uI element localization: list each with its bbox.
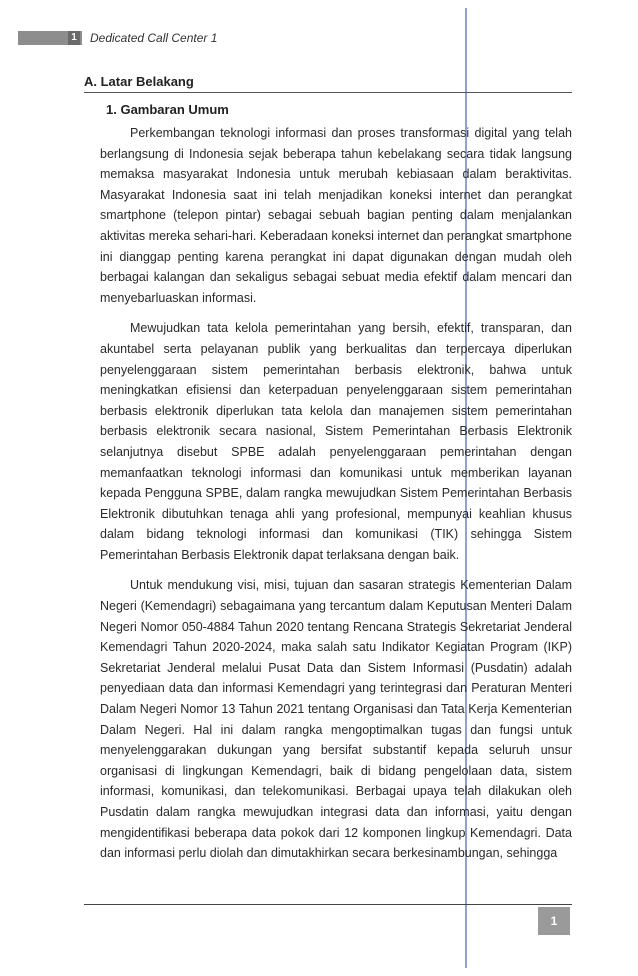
text-line: dalam bidang teknologi informasi dan komunikasi (TIK) sehingga Sistem — [100, 527, 572, 542]
footer-divider — [84, 904, 572, 905]
paragraph — [100, 318, 572, 565]
text-line: menyebarluaskan informasi. — [100, 290, 257, 305]
text-line: mengidentifikasi beberapa data pokok dari 12 komponen lingkup Kemendagri. Data — [100, 825, 572, 840]
page-header — [18, 30, 217, 46]
text-line: smartphone (telepon pintar) sebagai sebuah bagian penting dalam menjalankan — [100, 208, 572, 223]
text-line: penyediaan data dan informasi Kemendagri yang terintegrasi dan Peraturan Menteri — [100, 681, 572, 696]
text-line: kepada Pengguna SPBE, dalam rangka mewujudkan Sistem Pemerintahan Berbasis — [100, 486, 572, 501]
text-line: Dalam Negeri. Hal ini dalam rangka mengoptimalkan tugas dan fungsi untuk — [100, 722, 572, 737]
text-line: selanjutnya disebut SPBE adalah penyelenggaraan pemerintahan dengan — [100, 444, 572, 459]
text-line: memaksa masyarakat Indonesia untuk merubah kebiasaan dalam beraktivitas. — [100, 167, 572, 182]
text-line: Sekretariat Jenderal melalui Pusat Data dan Sistem Informasi (Pusdatin) adalah — [100, 660, 572, 675]
chapter-tag — [18, 31, 82, 45]
text-line: berbasis elektronik secara nasional, Sistem Pemerintahan Berbasis Elektronik — [100, 424, 572, 439]
body-text — [100, 123, 572, 864]
text-line: aktivitas mereka sehari-hari. Keberadaan koneksi internet dan perangkat smartphone — [100, 228, 572, 243]
text-line: akuntabel serta pelayanan publik yang berkualitas dan terpercaya diperlukan — [100, 341, 572, 356]
text-line: organisasi di lingkungan Kemendagri, baik di bidang pengelolaan data, sistem — [100, 763, 572, 778]
text-line: Mewujudkan tata kelola pemerintahan yang bersih, efektif, transparan, dan — [130, 321, 572, 336]
text-line: menyelenggarakan dukungan yang bersifat substantif kepada seluruh unsur — [100, 743, 572, 758]
text-line: Kemendagri Tahun 2020-2024, maka salah satu Indikator Kegiatan Program (IKP) — [100, 640, 572, 655]
paragraph — [100, 575, 572, 863]
text-line: berlangsung di Indonesia sejak beberapa tahun kebelakang secara tidak langsung — [100, 146, 572, 161]
text-line: Untuk mendukung visi, misi, tujuan dan sasaran strategis Kementerian Dalam — [130, 578, 572, 593]
text-line: Negeri Nomor 050-4884 Tahun 2020 tentang Rencana Strategis Sekretariat Jenderal — [100, 619, 572, 634]
text-line: informasi, komunikasi, dan telekomunikasi. Berbagai upaya telah dilakukan oleh — [100, 784, 572, 799]
page-number: 1 — [538, 907, 570, 935]
text-line: berbasis elektronik diperlukan tata kelola dan manajemen sistem pemerintahan — [100, 403, 572, 418]
text-line: Dalam Negeri Nomor 13 Tahun 2021 tentang Organisasi dan Tata Kerja Kementerian — [100, 702, 572, 717]
paragraph — [100, 123, 572, 308]
section-divider — [84, 92, 572, 93]
text-line: Elektronik dibutuhkan tenaga ahli yang profesional, mempunyai keahlian khusus — [100, 506, 572, 521]
text-line: berbagai kalangan dan sekaligus sebagai sebuat media efektif dalam mencari dan — [100, 270, 572, 285]
text-line: Negeri (Kemendagri) sebagaimana yang tercantum dalam Keputusan Menteri Dalam — [100, 599, 572, 614]
text-line: Perkembangan teknologi informasi dan proses transformasi digital yang telah — [130, 126, 572, 140]
text-line: dan informasi perlu diolah dan dimutakhirkan secara berkesinambungan, sehingga — [100, 846, 558, 861]
text-line: ini dianggap penting karena perangkat ini dapat digunakan dengan mudah oleh — [100, 249, 572, 264]
text-line: Masyarakat Indonesia saat ini telah menjadikan koneksi internet dan perangkat — [100, 187, 572, 202]
text-line: Pemerintahan Berbasis Elektronik dapat terlaksana dengan baik. — [100, 547, 460, 562]
text-line: Pusdatin dalam rangka mewujudkan integrasi data dan informasi, yaitu dengan — [100, 805, 572, 819]
header-title: Dedicated Call Center 1 — [90, 31, 218, 45]
text-line: penyelenggaraan sistem pemerintahan berbasis elektronik, bahwa untuk — [100, 362, 572, 377]
chapter-number: 1 — [68, 31, 80, 45]
section-heading: A. Latar Belakang — [84, 74, 194, 89]
text-line: memanfaatkan teknologi informasi dan komunikasi untuk memberikan layanan — [100, 465, 572, 480]
subsection-heading: 1. Gambaran Umum — [106, 102, 229, 117]
text-line: meningkatkan efisiensi dan keterpaduan penyelenggaraan sistem pemerintahan — [100, 383, 572, 398]
